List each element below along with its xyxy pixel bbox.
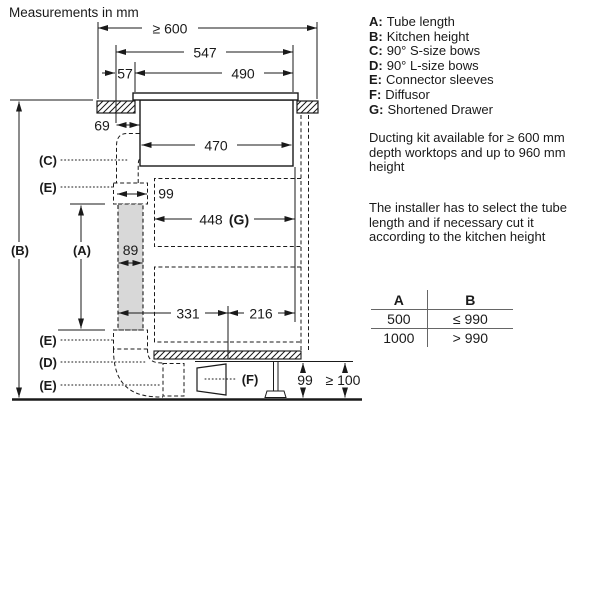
label-a: (A): [72, 243, 92, 258]
table-row: [371, 310, 513, 329]
legend-item-g: [369, 103, 494, 118]
legend-label: Diffusor: [385, 86, 430, 102]
dim-490: 490: [231, 65, 255, 82]
table-cell: 1000: [383, 330, 415, 346]
legend-label: 90° L-size bows: [386, 57, 479, 73]
legend-key: G:: [369, 101, 384, 117]
s-bow-outer: [117, 134, 140, 184]
plinth-panel: [154, 351, 301, 359]
legend-label: 90° S-size bows: [386, 43, 481, 59]
worktop-right: [297, 101, 318, 113]
dim-57: 57: [117, 65, 133, 82]
legend-key: B:: [369, 28, 383, 44]
dim-547: 547: [193, 44, 217, 61]
hob-and-worktop: [97, 93, 318, 166]
table-cell: > 990: [427, 329, 513, 348]
legend-item-d: [369, 59, 494, 74]
vertical-dimensions: [5, 100, 105, 398]
legend-item-a: [369, 15, 494, 30]
connector-sleeve-mid: [114, 330, 148, 349]
label-f: (F): [241, 372, 259, 387]
dim-clearance: ≥ 100: [325, 372, 361, 388]
dim-99-plinth: 99: [297, 372, 313, 388]
legend-key: F:: [369, 86, 382, 102]
diffusor: [197, 364, 226, 395]
table-header-b: B: [427, 290, 513, 310]
legend-item-f: [369, 88, 494, 103]
label-c: (C): [38, 153, 58, 168]
dim-448: 448: [199, 211, 223, 228]
legend-label: Connector sleeves: [386, 72, 494, 88]
legend-item-e: [369, 73, 494, 88]
table-cell: 500: [371, 310, 427, 329]
legend-key: A:: [369, 14, 383, 29]
dim-69: 69: [94, 117, 110, 134]
leg-foot: [265, 391, 286, 398]
dim-331: 331: [176, 305, 200, 322]
hob-lip: [133, 93, 298, 100]
dim-worktop-depth: ≥ 600: [152, 20, 188, 37]
label-e-bottom: (E): [39, 378, 57, 393]
legend-label: Kitchen height: [386, 28, 470, 44]
legend-item-b: [369, 30, 494, 45]
hob-body: [140, 100, 293, 166]
tube-length-table: [371, 290, 513, 347]
dim-470: 470: [204, 137, 228, 154]
label-e-mid: (E): [39, 333, 57, 348]
dim-89: 89: [122, 242, 139, 258]
plinth-area: [12, 351, 362, 400]
dim-448-ref: (G): [228, 211, 250, 228]
label-b: (B): [10, 243, 30, 258]
connector-sleeve-bottom: [163, 364, 184, 397]
legend: [369, 15, 494, 117]
table-header-a: A: [371, 290, 427, 310]
legend-item-c: [369, 44, 494, 59]
tube: [118, 204, 143, 330]
table-cell: ≤ 990: [427, 310, 513, 329]
page-title: Measurements in mm: [9, 5, 139, 20]
dim-216: 216: [249, 305, 273, 322]
table-row: [371, 329, 513, 348]
label-d: (D): [38, 355, 58, 370]
legend-label: Tube length: [386, 14, 455, 29]
legend-key: E:: [369, 72, 382, 88]
legend-key: C:: [369, 43, 383, 59]
legend-label: Shortened Drawer: [387, 101, 493, 117]
worktop-left: [97, 101, 135, 113]
table-header-row: [371, 290, 513, 310]
dim-99-duct: 99: [158, 185, 174, 202]
legend-key: D:: [369, 57, 383, 73]
label-e-top: (E): [39, 180, 57, 195]
note-installer: The installer has to select the tube length and if necessary cut it according to the kitchen height: [369, 200, 568, 245]
note-ducting-kit: Ducting kit available for ≥ 600 mm depth worktops and up to 960 mm height: [369, 130, 566, 175]
